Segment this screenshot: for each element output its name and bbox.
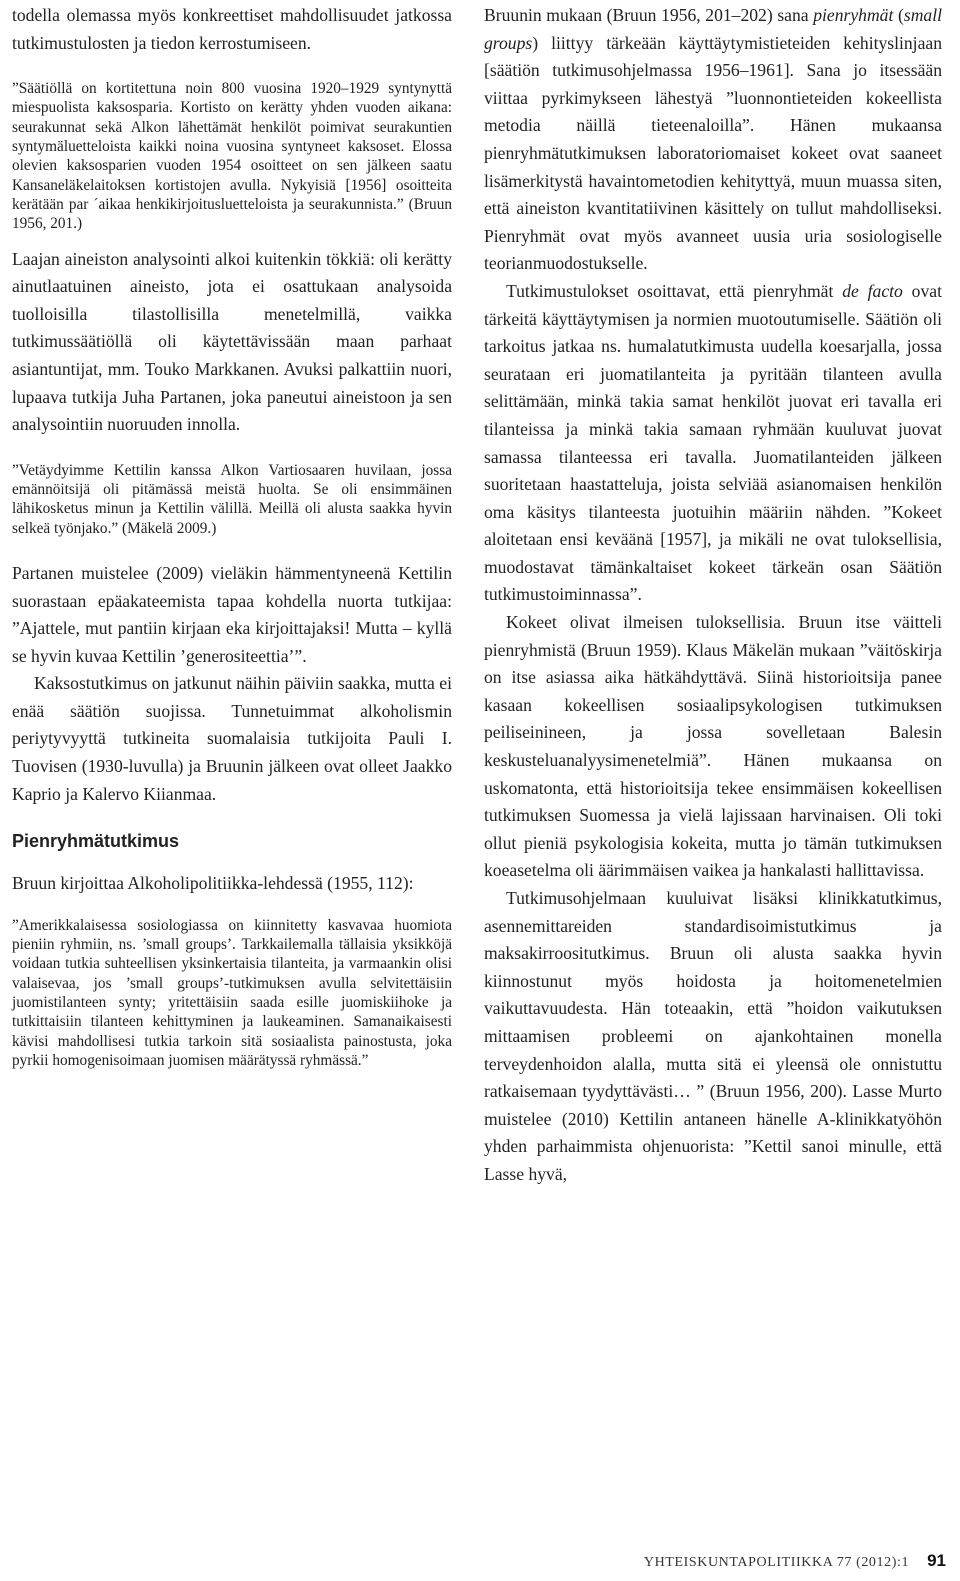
emphasis-term: de facto xyxy=(842,280,903,301)
intro-paragraph: todella olemassa myös konkreettiset mahdollisuudet jatkossa tutkimustulosten ja tiedon kerrostumiseen. xyxy=(12,5,452,53)
emphasis-term: pienryhmät xyxy=(813,5,894,25)
page-number: 91 xyxy=(927,1551,946,1570)
text-run: ovat tärkeitä käyttäytymisen ja normien muotoutumiselle. Säätiön oli tarkoitus jatkaa ns. humalatutkimusta uudella koesarjalla, jossa seurataan eri juomatilanteita ja pyritään tilanteen avulla selittämään, minkä takia samat henkilöt juovat eri tavalla eri tilanteissa ja minkä takia samaan ryhmään kuuluvat juovat samassa tilanteessa eri tavalla. Juomatilanteiden jälkeen suoritetaan haastatteluja, joista selviää asianomaisen henkilön oma käsitys tilanteesta juotuihin määriin nähden. ”Kokeet aloitetaan ensi keväänä [1957], ja mikäli ne ovat tuloksellisia, muodostavat tämänkaltaiset kokeet tärkeän osan Säätiön tutkimustoiminnassa”. xyxy=(484,280,942,605)
small-groups-quote: ”Amerikkalaisessa sosiologiassa on kiinnitetty kasvavaa huomiota pieniin ryhmiin, ns. ’small groups’. Tarkkailemalla tällaisia yksikköjä voidaan tutkia suhteellisen yksinkertaisia tilanteita, ja varmaankin olisi valaisevaa, jos ’small groups’-tutkimuksen avulla selvitettäisiin juomistilanteen synty; yritettäisiin saada esille juomiskiihoke ja tutkittaisiin tilanteen kehittyminen ja laukeaminen. Samanaikaisesti kävisi mahdollisesi tutkia tarkoin sitä sosiaalista painostusta, joka pyrkii homogenisoimaan juomisen määrätyssä ryhmässä.” xyxy=(12,916,452,1069)
results-paragraph xyxy=(484,278,942,609)
section-heading: Pienryhmätutkimus xyxy=(12,831,180,852)
research-program-paragraph: Tutkimusohjelmaan kuuluivat lisäksi klinikkatutkimus, asennemittareiden standardisoimistutkimus ja maksakirroositutkimus. Bruun oli alusta saakka hyvin kiinnostunut myös hoidosta ja hoitomenetelmien vaikuttavuudesta. Hän toteaakin, että ”hoidon vaikutuksen mittaamisen probleemi on ajankohtainen monella terveydenhoidon alalla, mutta sitä ei yleensä ole onnistuttu ratkaisemaan tyydyttävästi… ” (Bruun 1956, 200). Lasse Murto muistelee (2010) Kettilin antaneen hänelle A-klinikkatyöhön yhden parhaimmista ohjenuorista: ”Kettil sanoi minulle, että Lasse hyvä, xyxy=(484,888,942,1184)
text-run: Tutkimustulokset osoittavat, että pienryhmät xyxy=(506,280,843,301)
vartiosaari-quote: ”Vetäydyimme Kettilin kanssa Alkon Vartiosaaren huvilaan, jossa emännöitsijä oli pitämässä meistä huolta. Se oli ensimmäinen lähikosketus minun ja Kettilin välillä. Meillä oli alusta saakka hyvin selkeä työnjako.” (Mäkelä 2009.) xyxy=(12,461,452,537)
bruun-writes-paragraph: Bruun kirjoittaa Alkoholipolitiikka-lehdessä (1955, 112): xyxy=(12,873,414,894)
partanen-paragraph: Partanen muistelee (2009) vieläkin hämmentyneenä Kettilin suorastaan epäakateemista tapaa kohdella nuorta tutkijaa: ”Ajattele, mut pantiin kirjaan eka kirjoittajaksi! Mutta – kyllä se hyvin kuvaa Kettilin ’generositeettia’”. xyxy=(12,562,452,666)
text-run: ) liittyy tärkeään käyttäytymistieteiden kehityslinjaan [säätiön tutkimusohjelmassa 1956–1961]. Sana jo itsessään viittaa pyrkimykseen lähestyä ”luonnontieteiden kokeellista metodia näillä tieteenaloilla”. Hänen mukaansa pienryhmätutkimuksen laboratoriomaiset kokeet ovat saaneet lisämerkitystä havaintometodien kehityttyä, muun muassa siten, että aineiston kvantitatiivinen käsittely on tullut mahdolliseksi. Pienryhmät ovat myös avanneet uusia uria sosiologiselle teorianmuodostukselle. xyxy=(484,32,942,274)
analysis-paragraph: Laajan aineiston analysointi alkoi kuitenkin tökkiä: oli kerätty ainutlaatuinen aineisto, jota ei osattukaan analysoida tuolloisilla tilastollisilla menetelmillä, vaikka tutkimussäätiöllä oli käytettävissään maan parhaat asiantuntijat, mm. Touko Markkanen. Avuksi palkattiin nuori, lupaava tutkija Juha Partanen, joka paneutui aineistoon ja sen analysointiin nuoruuden innolla. xyxy=(12,248,452,435)
experiments-paragraph: Kokeet olivat ilmeisen tuloksellisia. Bruun itse väitteli pienryhmistä (Bruun 1959). Klaus Mäkelän mukaan ”väitöskirja on itse asiassa aika hätkähdyttävä. Siinä historioitsija panee kasaan kokeellisen sosiaalipsykologisen tutkimuksen peiliseinineen, ja jossa sovelletaan Balesin keskusteluanalyysimenetelmiä”. Hänen mukaansa on uskomatonta, että historioitsija tekee ensimmäisen kokeellisen tutkimuksen Suomessa ja vielä lajissaan harvinaisen. Oli toki ollut pieniä psykologisia kokeita, mutta jo tämän tutkimuksen koeasetelma oli äärimmäisen vaikea ja hankalasti hallittavissa. xyxy=(484,612,942,881)
left-column xyxy=(12,2,452,1070)
text-run: ( xyxy=(893,5,904,25)
twin-registry-quote: ”Säätiöllä on kortitettuna noin 800 vuosina 1920–1929 syntynyttä miespuolista kaksosparia. Kortisto on kerätty yhden vuoden aikana: seurakunnat sekä Alkon lähettämät henkilöt poimivat seurakuntien syntymäluetteloista kaikki noina vuosina syntyneet kaksoset. Elossa olevien kaksosparien vuoden 1954 osoitteet on sen jälkeen saatu Kansaneläkelaitoksen kortistojen avulla. Nykyisiä [1956] osoitteita kerätään par ´aikaa henkikirjoitusluetteloista ja seurakunnista.” (Bruun 1956, 201.) xyxy=(12,80,452,233)
journal-title: YHTEISKUNTAPOLITIIKKA 77 (2012):1 xyxy=(643,1555,910,1570)
page-footer xyxy=(644,1551,946,1571)
twin-study-paragraph: Kaksostutkimus on jatkunut näihin päiviin saakka, mutta ei enää säätiön suojissa. Tunnetuimmat alkoholismin periytyvyyttä tutkineita suomalaisia tutkijoita Pauli I. Tuovisen (1930-luvulla) ja Bruunin jälkeen ovat olleet Jaakko Kaprio ja Kalervo Kiianmaa. xyxy=(12,673,452,804)
emphasis-term: small groups xyxy=(484,5,942,53)
right-column xyxy=(484,2,942,1189)
small-groups-paragraph xyxy=(484,2,942,278)
text-run: Bruunin mukaan (Bruun 1956, 201–202) sana xyxy=(484,5,814,25)
